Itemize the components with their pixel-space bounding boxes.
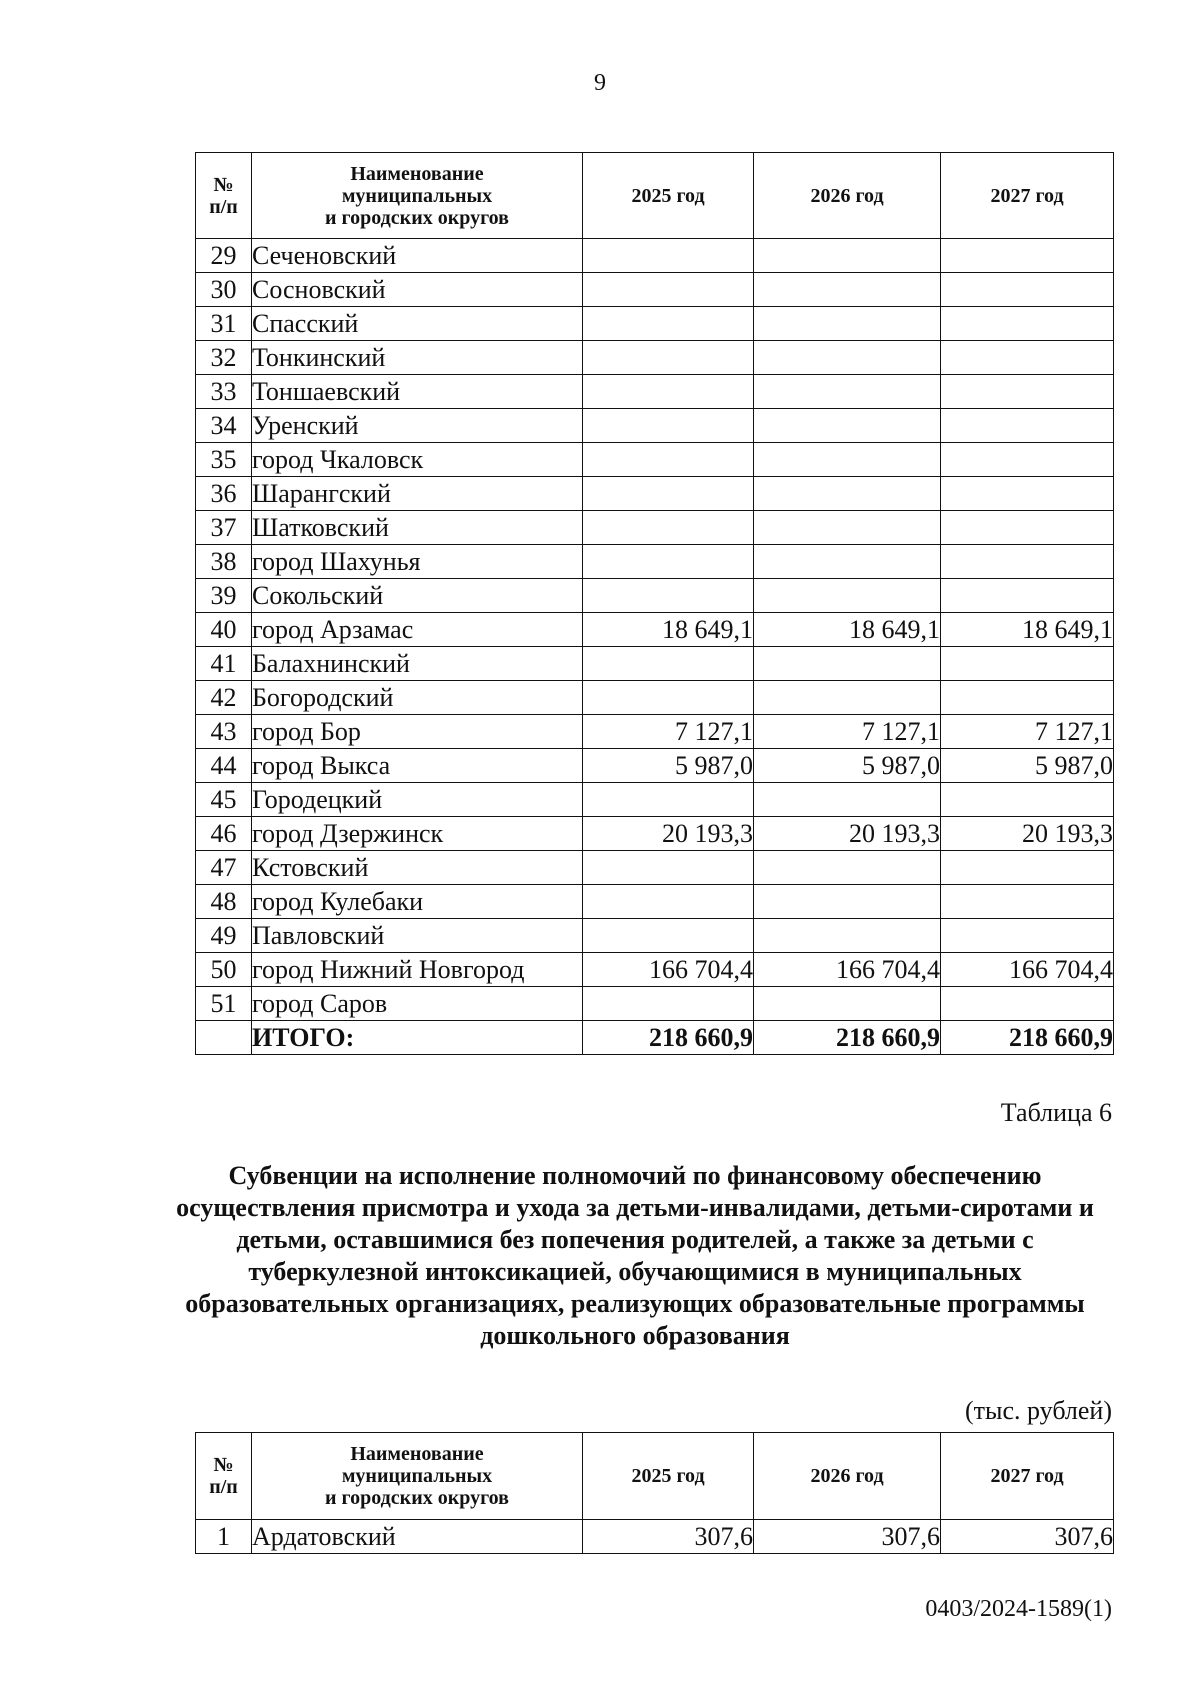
value-2026	[754, 273, 941, 307]
value-2025	[583, 273, 754, 307]
district-name: Городецкий	[252, 783, 583, 817]
table-row	[196, 613, 1114, 647]
row-number: 35	[196, 443, 252, 477]
table-row	[196, 239, 1114, 273]
table-row	[196, 647, 1114, 681]
value-2025: 7 127,1	[583, 715, 754, 749]
value-2027: 20 193,3	[941, 817, 1114, 851]
value-2026: 7 127,1	[754, 715, 941, 749]
table-row	[196, 409, 1114, 443]
value-2026	[754, 409, 941, 443]
table-row	[196, 477, 1114, 511]
row-number: 39	[196, 579, 252, 613]
table-header-row	[196, 153, 1114, 239]
district-name: Сокольский	[252, 579, 583, 613]
value-2026: 5 987,0	[754, 749, 941, 783]
value-2027	[941, 851, 1114, 885]
value-2025	[583, 783, 754, 817]
value-2027: 307,6	[941, 1520, 1114, 1554]
header-number: № п/п	[196, 153, 252, 239]
header-2026: 2026 год	[754, 153, 941, 239]
value-2027	[941, 375, 1114, 409]
value-2027	[941, 443, 1114, 477]
value-2025	[583, 443, 754, 477]
value-2027	[941, 783, 1114, 817]
district-name: Спасский	[252, 307, 583, 341]
value-2026	[754, 885, 941, 919]
table-row	[196, 783, 1114, 817]
value-2026	[754, 681, 941, 715]
row-number: 37	[196, 511, 252, 545]
total-label: ИТОГО:	[252, 1021, 583, 1055]
row-number: 47	[196, 851, 252, 885]
table-body	[196, 239, 1114, 1055]
district-name: Сосновский	[252, 273, 583, 307]
value-2025	[583, 477, 754, 511]
district-name: Шатковский	[252, 511, 583, 545]
header-2026: 2026 год	[754, 1433, 941, 1520]
table-row	[196, 579, 1114, 613]
row-number: 1	[196, 1520, 252, 1554]
value-2027: 18 649,1	[941, 613, 1114, 647]
district-name: город Шахунья	[252, 545, 583, 579]
value-2025	[583, 885, 754, 919]
district-name: город Чкаловск	[252, 443, 583, 477]
value-2026	[754, 851, 941, 885]
table-row	[196, 443, 1114, 477]
row-number: 31	[196, 307, 252, 341]
value-2025	[583, 987, 754, 1021]
header-2025: 2025 год	[583, 153, 754, 239]
district-name: город Бор	[252, 715, 583, 749]
district-name: город Выкса	[252, 749, 583, 783]
row-number: 51	[196, 987, 252, 1021]
table-row	[196, 545, 1114, 579]
header-name: Наименование муниципальных и городских округов	[252, 1433, 583, 1520]
table-row	[196, 919, 1114, 953]
value-2027	[941, 545, 1114, 579]
value-2026	[754, 545, 941, 579]
value-2027	[941, 307, 1114, 341]
district-name: Тонкинский	[252, 341, 583, 375]
value-2027	[941, 511, 1114, 545]
row-number: 46	[196, 817, 252, 851]
value-2026	[754, 987, 941, 1021]
total-row	[196, 1021, 1114, 1055]
table-row	[196, 375, 1114, 409]
table-row	[196, 341, 1114, 375]
table-header-row	[196, 1433, 1114, 1520]
row-number: 33	[196, 375, 252, 409]
total-2026: 218 660,9	[754, 1021, 941, 1055]
value-2025	[583, 239, 754, 273]
value-2027	[941, 919, 1114, 953]
district-name: город Дзержинск	[252, 817, 583, 851]
row-number: 38	[196, 545, 252, 579]
value-2025: 5 987,0	[583, 749, 754, 783]
value-2025	[583, 341, 754, 375]
value-2027: 5 987,0	[941, 749, 1114, 783]
value-2025	[583, 409, 754, 443]
row-number: 36	[196, 477, 252, 511]
value-2027	[941, 987, 1114, 1021]
value-2027: 166 704,4	[941, 953, 1114, 987]
row-number: 43	[196, 715, 252, 749]
row-number: 50	[196, 953, 252, 987]
value-2027: 7 127,1	[941, 715, 1114, 749]
table-row	[196, 749, 1114, 783]
table-row	[196, 987, 1114, 1021]
subvention-table	[195, 1432, 1114, 1554]
value-2027	[941, 273, 1114, 307]
document-id: 0403/2024-1589(1)	[925, 1596, 1112, 1622]
value-2026: 166 704,4	[754, 953, 941, 987]
page-number: 9	[594, 70, 606, 96]
total-2027: 218 660,9	[941, 1021, 1114, 1055]
row-number: 29	[196, 239, 252, 273]
district-name: Уренский	[252, 409, 583, 443]
value-2027	[941, 579, 1114, 613]
value-2026	[754, 239, 941, 273]
value-2025	[583, 851, 754, 885]
row-number: 42	[196, 681, 252, 715]
value-2026	[754, 919, 941, 953]
value-2027	[941, 409, 1114, 443]
value-2025	[583, 681, 754, 715]
district-name: Тоншаевский	[252, 375, 583, 409]
row-number: 30	[196, 273, 252, 307]
table-row	[196, 307, 1114, 341]
table-label: Таблица 6	[1000, 1098, 1112, 1127]
value-2027	[941, 885, 1114, 919]
district-name: город Нижний Новгород	[252, 953, 583, 987]
total-2025: 218 660,9	[583, 1021, 754, 1055]
units-note: (тыс. рублей)	[964, 1396, 1112, 1425]
table-title: Субвенции на исполнение полномочий по финансовому обеспечению осуществления присмотра и ухода за детьми-инвалидами, детьми-сиротами и детьми, оставшимися без попечения родителей, а также за детьми с туберкулезной интоксикацией, обучающимися в муниципальных образовательных организациях, реализующих образовательные программы дошкольного образования	[176, 1161, 1094, 1350]
district-name: город Кулебаки	[252, 885, 583, 919]
table-row	[196, 681, 1114, 715]
value-2026: 307,6	[754, 1520, 941, 1554]
value-2027	[941, 681, 1114, 715]
value-2026	[754, 443, 941, 477]
value-2025	[583, 511, 754, 545]
row-number: 41	[196, 647, 252, 681]
district-name: город Арзамас	[252, 613, 583, 647]
row-number: 49	[196, 919, 252, 953]
value-2025: 307,6	[583, 1520, 754, 1554]
value-2027	[941, 341, 1114, 375]
value-2026	[754, 307, 941, 341]
value-2026: 18 649,1	[754, 613, 941, 647]
table-row	[196, 511, 1114, 545]
header-name: Наименование муниципальных и городских округов	[252, 153, 583, 239]
table-row	[196, 885, 1114, 919]
value-2026	[754, 477, 941, 511]
table-row	[196, 1520, 1114, 1554]
row-number: 45	[196, 783, 252, 817]
value-2025	[583, 579, 754, 613]
table-row	[196, 273, 1114, 307]
value-2025	[583, 647, 754, 681]
row-number: 34	[196, 409, 252, 443]
table-body	[196, 1520, 1114, 1554]
total-number-cell	[196, 1021, 252, 1055]
header-2025: 2025 год	[583, 1433, 754, 1520]
district-name: Богородский	[252, 681, 583, 715]
district-name: Балахнинский	[252, 647, 583, 681]
district-name: город Саров	[252, 987, 583, 1021]
district-name: Шарангский	[252, 477, 583, 511]
district-name: Ардатовский	[252, 1520, 583, 1554]
district-name: Сеченовский	[252, 239, 583, 273]
table-row	[196, 715, 1114, 749]
value-2025: 166 704,4	[583, 953, 754, 987]
header-2027: 2027 год	[941, 153, 1114, 239]
table-row	[196, 851, 1114, 885]
value-2027	[941, 477, 1114, 511]
table-row	[196, 953, 1114, 987]
value-2026: 20 193,3	[754, 817, 941, 851]
row-number: 40	[196, 613, 252, 647]
value-2026	[754, 341, 941, 375]
value-2026	[754, 511, 941, 545]
value-2025: 20 193,3	[583, 817, 754, 851]
row-number: 44	[196, 749, 252, 783]
value-2025	[583, 375, 754, 409]
value-2027	[941, 647, 1114, 681]
value-2027	[941, 239, 1114, 273]
header-2027: 2027 год	[941, 1433, 1114, 1520]
value-2026	[754, 783, 941, 817]
value-2025	[583, 545, 754, 579]
value-2026	[754, 647, 941, 681]
value-2025: 18 649,1	[583, 613, 754, 647]
row-number: 32	[196, 341, 252, 375]
header-number: № п/п	[196, 1433, 252, 1520]
value-2026	[754, 375, 941, 409]
district-name: Кстовский	[252, 851, 583, 885]
table-row	[196, 817, 1114, 851]
value-2026	[754, 579, 941, 613]
allocation-table-continued	[195, 152, 1114, 1055]
value-2025	[583, 307, 754, 341]
value-2025	[583, 919, 754, 953]
district-name: Павловский	[252, 919, 583, 953]
row-number: 48	[196, 885, 252, 919]
